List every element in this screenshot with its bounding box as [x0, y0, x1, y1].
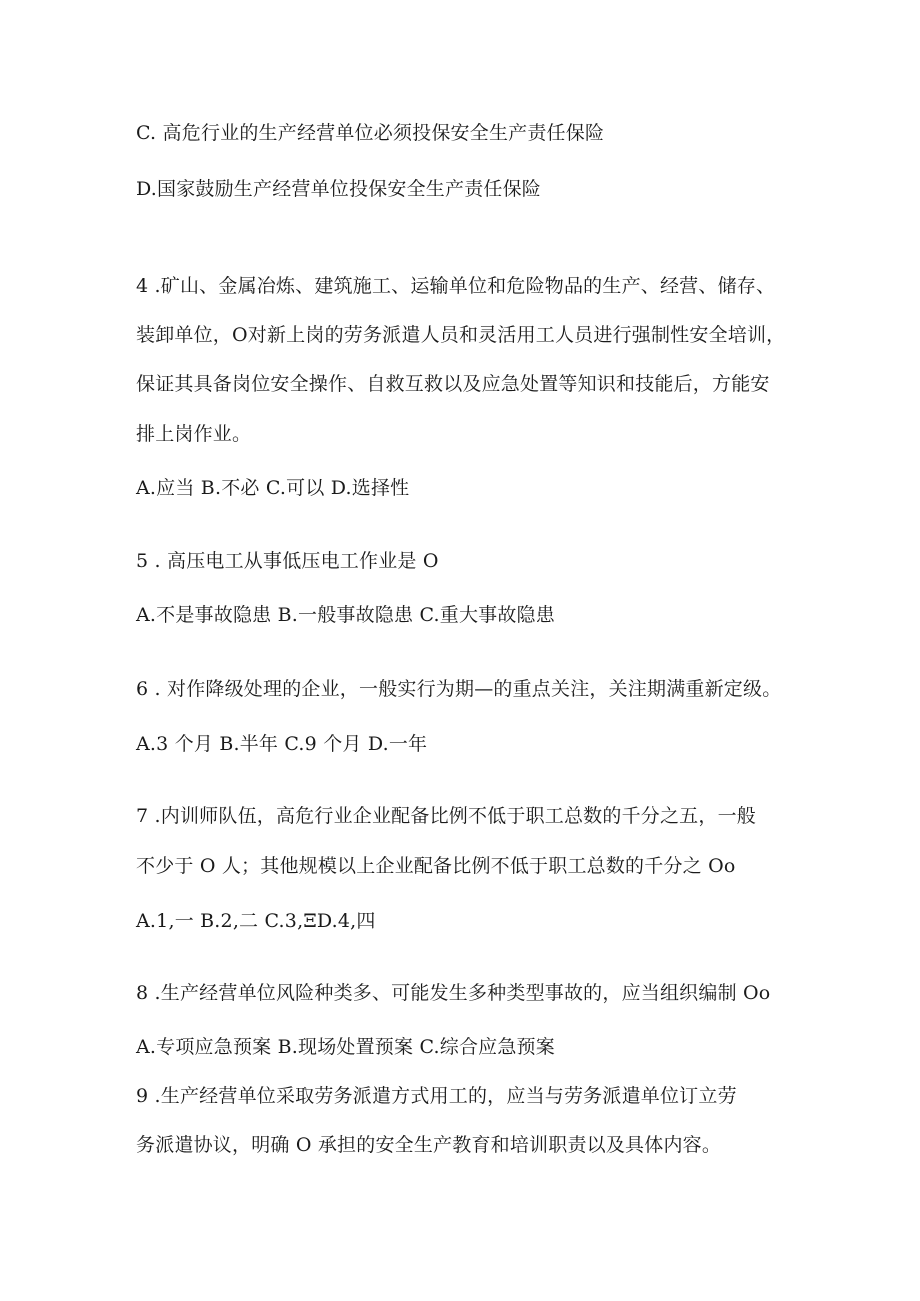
question-8: 8 .生产经营单位风险种类多、可能发生多种类型事故的，应当组织编制 Oo: [136, 982, 771, 1004]
question-4-line-3: 保证其具备岗位安全操作、自救互救以及应急处置等知识和技能后，方能安: [136, 373, 770, 395]
question-4-options: A.应当 B.不必 C.可以 D.选择性: [136, 477, 410, 499]
question-9-line-2: 务派遣协议，明确 O 承担的安全生产教育和培训职责以及具体内容。: [136, 1134, 722, 1156]
question-8-options: A.专项应急预案 B.现场处置预案 C.综合应急预案: [136, 1036, 555, 1058]
option-line: C. 高危行业的生产经营单位必须投保安全生产责任保险: [136, 122, 605, 144]
question-6: 6 . 对作降级处理的企业，一般实行为期—的重点关注，关注期满重新定级。: [136, 678, 782, 700]
option-line: D.国家鼓励生产经营单位投保安全生产责任保险: [136, 178, 541, 200]
question-5-options: A.不是事故隐患 B.一般事故隐患 C.重大事故隐患: [136, 604, 555, 626]
question-5: 5 . 高压电工从事低压电工作业是 O: [136, 550, 439, 572]
question-7-line-2: 不少于 O 人；其他规模以上企业配备比例不低于职工总数的千分之 Oo: [136, 855, 736, 877]
question-4-line-4: 排上岗作业。: [136, 423, 252, 445]
question-6-options: A.3 个月 B.半年 C.9 个月 D.一年: [136, 733, 428, 755]
question-7-line-1: 7 .内训师队伍，高危行业企业配备比例不低于职工总数的千分之五，一般: [136, 805, 756, 827]
question-7-options: A.1,一 B.2,二 C.3,ΞD.4,四: [136, 910, 376, 932]
question-4-line-2: 装卸单位，O对新上岗的劳务派遣人员和灵活用工人员进行强制性安全培训，: [136, 324, 786, 346]
question-4-line-1: 4 .矿山、金属冶炼、建筑施工、运输单位和危险物品的生产、经营、储存、: [136, 275, 776, 297]
question-9-line-1: 9 .生产经营单位采取劳务派遣方式用工的，应当与劳务派遣单位订立劳: [136, 1085, 737, 1107]
